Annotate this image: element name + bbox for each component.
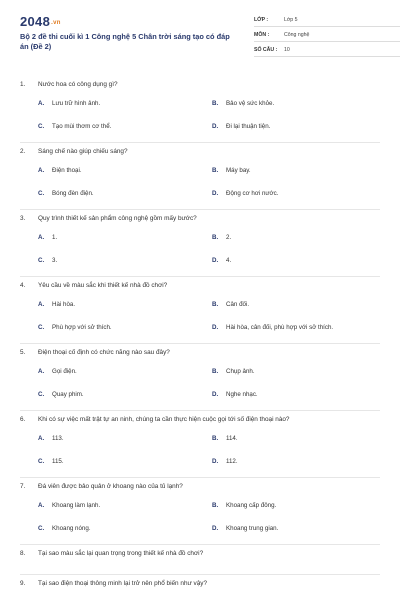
option-b[interactable] bbox=[212, 166, 251, 175]
option-text: 1. bbox=[52, 234, 58, 241]
question-number: 2. bbox=[20, 148, 26, 155]
site-logo[interactable] bbox=[20, 14, 61, 29]
option-letter: C. bbox=[38, 257, 45, 264]
question-number: 6. bbox=[20, 416, 26, 423]
question-line bbox=[20, 281, 380, 291]
question-line bbox=[20, 348, 380, 358]
option-letter: B. bbox=[212, 100, 219, 107]
option-text: Cân đối. bbox=[226, 301, 250, 308]
option-letter: B. bbox=[212, 167, 219, 174]
option-text: Hài hòa. bbox=[52, 301, 76, 308]
divider bbox=[20, 209, 380, 210]
option-c[interactable] bbox=[38, 323, 112, 332]
option-letter: D. bbox=[212, 391, 219, 398]
option-d[interactable] bbox=[212, 256, 231, 265]
question-line bbox=[20, 549, 380, 559]
option-a[interactable] bbox=[38, 434, 64, 443]
option-b[interactable] bbox=[212, 233, 231, 242]
question-text: Nước hoa có công dụng gì? bbox=[38, 81, 118, 88]
option-text: Lưu trữ hình ảnh. bbox=[52, 100, 101, 107]
question-line bbox=[20, 80, 380, 90]
option-text: Động cơ hơi nước. bbox=[226, 190, 279, 197]
question-line bbox=[20, 579, 380, 589]
option-c[interactable] bbox=[38, 524, 91, 533]
option-text: Đi lại thuận tiện. bbox=[226, 123, 271, 130]
option-text: Khoang cấp đông. bbox=[226, 502, 277, 509]
option-text: Điện thoại. bbox=[52, 167, 82, 174]
question-item bbox=[20, 415, 380, 482]
option-d[interactable] bbox=[212, 323, 333, 332]
option-text: Tạo mùi thơm cơ thể. bbox=[52, 123, 112, 130]
divider bbox=[20, 477, 380, 478]
question-number: 9. bbox=[20, 580, 26, 587]
option-c[interactable] bbox=[38, 390, 84, 399]
option-letter: B. bbox=[212, 502, 219, 509]
meta-label: SỐ CÂU : bbox=[254, 47, 278, 53]
question-item bbox=[20, 549, 380, 579]
option-text: Phù hợp với sở thích. bbox=[52, 324, 112, 331]
option-letter: A. bbox=[38, 301, 45, 308]
question-text: Quy trình thiết kế sản phẩm công nghệ gồm mấy bước? bbox=[38, 215, 197, 222]
option-letter: C. bbox=[38, 458, 45, 465]
option-letter: A. bbox=[38, 368, 45, 375]
question-line bbox=[20, 482, 380, 492]
divider bbox=[20, 544, 380, 545]
meta-row-subject bbox=[254, 29, 400, 42]
meta-row-class bbox=[254, 14, 400, 27]
question-text: Yêu cầu về màu sắc khi thiết kế nhà đồ chơi? bbox=[38, 282, 168, 289]
question-number: 8. bbox=[20, 550, 26, 557]
option-text: 114. bbox=[226, 435, 238, 442]
divider bbox=[20, 410, 380, 411]
option-a[interactable] bbox=[38, 300, 75, 309]
meta-value: 10 bbox=[284, 47, 290, 53]
meta-value: Công nghệ bbox=[284, 32, 310, 38]
question-item bbox=[20, 348, 380, 415]
page-title: Bộ 2 đề thi cuối kì 1 Công nghệ 5 Chân trời sáng tạo có đáp án (Đề 2) bbox=[20, 32, 230, 51]
question-item bbox=[20, 214, 380, 281]
meta-row-question-count bbox=[254, 44, 400, 57]
option-text: 113. bbox=[52, 435, 64, 442]
option-letter: D. bbox=[212, 257, 219, 264]
option-letter: D. bbox=[212, 190, 219, 197]
option-text: 4. bbox=[226, 257, 232, 264]
meta-label: MÔN : bbox=[254, 32, 270, 38]
question-item bbox=[20, 147, 380, 214]
page-header bbox=[20, 10, 380, 70]
option-text: Bóng đèn điện. bbox=[52, 190, 94, 197]
option-b[interactable] bbox=[212, 501, 276, 510]
option-a[interactable] bbox=[38, 233, 57, 242]
option-letter: D. bbox=[212, 324, 219, 331]
divider bbox=[20, 276, 380, 277]
option-d[interactable] bbox=[212, 390, 258, 399]
option-letter: C. bbox=[38, 190, 45, 197]
option-d[interactable] bbox=[212, 122, 270, 131]
option-letter: B. bbox=[212, 234, 219, 241]
option-a[interactable] bbox=[38, 99, 100, 108]
option-letter: B. bbox=[212, 435, 219, 442]
option-a[interactable] bbox=[38, 166, 82, 175]
option-letter: C. bbox=[38, 324, 45, 331]
option-letter: A. bbox=[38, 100, 45, 107]
question-number: 5. bbox=[20, 349, 26, 356]
option-text: Gọi điện. bbox=[52, 368, 77, 375]
option-text: 3. bbox=[52, 257, 58, 264]
option-c[interactable] bbox=[38, 122, 111, 131]
meta-value: Lớp 5 bbox=[284, 17, 298, 23]
option-text: 115. bbox=[52, 458, 64, 465]
option-text: Hài hòa, cân đối, phù hợp với sở thích. bbox=[226, 324, 334, 331]
question-text: Tại sao màu sắc lại quan trọng trong thiết kế nhà đồ chơi? bbox=[38, 550, 204, 557]
option-letter: D. bbox=[212, 458, 219, 465]
option-letter: D. bbox=[212, 123, 219, 130]
option-text: Nghe nhạc. bbox=[226, 391, 258, 398]
logo-text: 2048 bbox=[20, 14, 51, 29]
option-c[interactable] bbox=[38, 189, 94, 198]
option-text: 112. bbox=[226, 458, 238, 465]
question-text: Sáng chế nào giúp chiếu sáng? bbox=[38, 148, 128, 155]
option-letter: A. bbox=[38, 167, 45, 174]
question-item bbox=[20, 281, 380, 348]
option-c[interactable] bbox=[38, 256, 57, 265]
option-text: Khoang nóng. bbox=[52, 525, 91, 532]
option-letter: B. bbox=[212, 301, 219, 308]
question-item bbox=[20, 579, 380, 609]
question-number: 7. bbox=[20, 483, 26, 490]
question-item bbox=[20, 482, 380, 549]
question-line bbox=[20, 415, 380, 425]
option-text: Khoang trung gian. bbox=[226, 525, 279, 532]
question-item bbox=[20, 80, 380, 147]
option-c[interactable] bbox=[38, 457, 64, 466]
option-text: Chụp ảnh. bbox=[226, 368, 255, 375]
exam-meta bbox=[254, 14, 400, 57]
option-letter: D. bbox=[212, 525, 219, 532]
option-a[interactable] bbox=[38, 501, 100, 510]
option-d[interactable] bbox=[212, 524, 278, 533]
option-letter: C. bbox=[38, 525, 45, 532]
option-d[interactable] bbox=[212, 189, 278, 198]
option-b[interactable] bbox=[212, 367, 255, 376]
option-a[interactable] bbox=[38, 367, 77, 376]
option-text: Bảo vệ sức khỏe. bbox=[226, 100, 275, 107]
question-text: Tại sao điện thoại thông minh lại trở nên phổ biến như vậy? bbox=[38, 580, 208, 587]
option-letter: C. bbox=[38, 123, 45, 130]
option-letter: B. bbox=[212, 368, 219, 375]
question-list bbox=[20, 80, 380, 609]
question-number: 3. bbox=[20, 215, 26, 222]
option-text: 2. bbox=[226, 234, 232, 241]
question-text: Điện thoại cố định có chức năng nào sau đây? bbox=[38, 349, 170, 356]
divider bbox=[20, 574, 380, 575]
question-text: Khi có sự việc mất trật tự an ninh, chúng ta cần thực hiện cuộc gọi tới số điện thoại nào? bbox=[38, 416, 290, 423]
divider bbox=[20, 142, 380, 143]
divider bbox=[20, 343, 380, 344]
option-text: Quay phim. bbox=[52, 391, 84, 398]
option-text: Khoang làm lạnh. bbox=[52, 502, 101, 509]
option-letter: A. bbox=[38, 502, 45, 509]
question-line bbox=[20, 214, 380, 224]
logo-suffix: .vn bbox=[51, 19, 61, 26]
option-letter: C. bbox=[38, 391, 45, 398]
question-text: Đá viên được bảo quản ở khoang nào của tủ lạnh? bbox=[38, 483, 183, 490]
meta-label: LỚP : bbox=[254, 17, 269, 23]
question-line bbox=[20, 147, 380, 157]
option-letter: A. bbox=[38, 435, 45, 442]
option-b[interactable] bbox=[212, 99, 274, 108]
option-letter: A. bbox=[38, 234, 45, 241]
option-d[interactable] bbox=[212, 457, 238, 466]
question-number: 4. bbox=[20, 282, 26, 289]
question-number: 1. bbox=[20, 81, 26, 88]
option-b[interactable] bbox=[212, 434, 238, 443]
option-text: Máy bay. bbox=[226, 167, 251, 174]
option-b[interactable] bbox=[212, 300, 249, 309]
